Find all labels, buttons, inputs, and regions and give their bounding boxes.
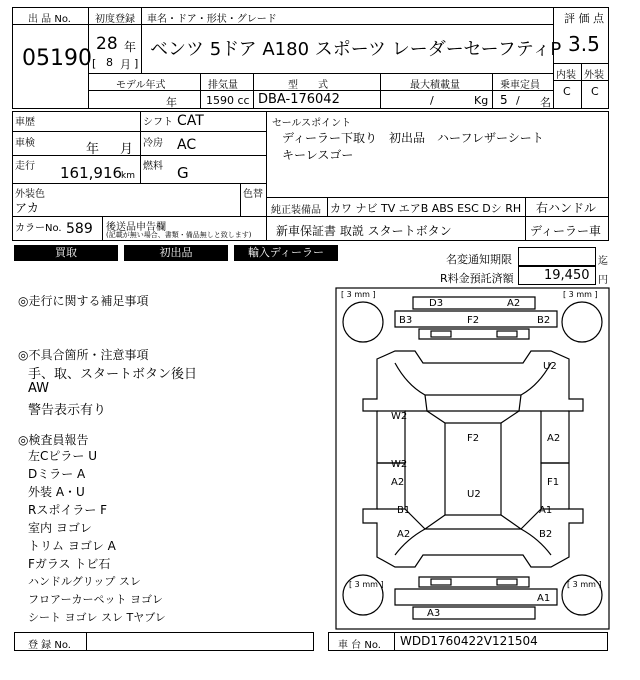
inspector-item: シート ヨゴレ スレ Tヤブレ [28, 611, 166, 624]
equipment-label: 純正装備品 [271, 205, 321, 216]
inspection-month-unit: 月 [120, 142, 134, 157]
fuel-label: 燃料 [143, 161, 163, 172]
chassis-label: 車 台 No. [338, 640, 381, 651]
capacity-value: 5 [500, 93, 508, 107]
registration-label: 登 録 No. [28, 640, 71, 651]
aftermarket-note: (記載が無い場合、書類・備品無しと致します) [106, 231, 252, 239]
sales-points-line1: ディーラー下取り 初出品 ハーフレザーシート [282, 131, 544, 145]
interior-grade: C [563, 85, 571, 98]
mark-left-quarter-a: A1 [539, 505, 553, 516]
capacity-unit: 名 [540, 96, 551, 109]
mark-roof-rear: U2 [467, 489, 481, 500]
color-no-label: カラーNo. [15, 223, 62, 234]
equipment-items: カワ ナビ TV エアB ABS ESC Dシ RH [330, 202, 522, 215]
tire-bl-value: 3 [354, 580, 360, 589]
mark-left-quarter-b: B2 [539, 529, 553, 540]
svg-text:[ 3 mm ]: [ 3 mm ] [567, 580, 602, 589]
inspector-item: 外装 A・U [28, 485, 85, 499]
displacement-value: 1590 cc [206, 94, 250, 107]
inspector-item: Fガラス トビ石 [28, 557, 111, 571]
tag-import-dealer: 輸入ディーラー [234, 245, 338, 261]
lot-label: 出 品 No. [28, 14, 71, 25]
mark-left-front-door: A2 [547, 433, 561, 444]
defect-item: 警告表示有り [28, 403, 107, 418]
first-reg-month-unit: 月 [120, 58, 131, 71]
interior-label: 内装 [556, 70, 576, 81]
car-condition-diagram [335, 287, 610, 630]
fuel-value: G [177, 164, 189, 182]
name-change-label: 名変通知期限 [446, 253, 512, 266]
aftermarket-label: 後送品申告欄 [106, 222, 166, 233]
dealer-badge: ディーラー車 [530, 224, 602, 238]
recycle-label: R料金預託済額 [440, 272, 514, 285]
shift-label: シフト [143, 117, 173, 128]
history-label: 車歴 [15, 117, 35, 128]
ext-color-label: 外装色 [15, 189, 45, 200]
exterior-grade: C [591, 85, 599, 98]
sales-points-line2: キーレスゴー [282, 148, 354, 162]
inspector-item: トリム ヨゴレ A [28, 539, 116, 553]
name-change-unit: 迄 [598, 256, 608, 267]
inspection-year-unit: 年 [86, 142, 100, 157]
steering-side: 右ハンドル [536, 201, 597, 215]
first-reg-year-unit: 年 [124, 40, 137, 54]
mark-right-quarter-a: A2 [397, 529, 411, 540]
color-no-value: 589 [66, 221, 93, 237]
displacement-label: 排気量 [208, 80, 238, 91]
capacity-separator: / [516, 94, 520, 107]
max-load-separator: / [430, 94, 434, 107]
inspector-item: 左Cピラー U [28, 449, 97, 463]
first-reg-month: 8 [106, 56, 113, 69]
mark-rear-bumper-a: A1 [537, 593, 551, 604]
mark-front-bumper-right: A2 [507, 298, 521, 309]
mark-hood-right: B2 [537, 315, 551, 326]
model-year-label: モデル年式 [116, 80, 166, 91]
inspector-item: 室内 ヨゴレ [28, 521, 92, 535]
capacity-label: 乗車定員 [500, 80, 540, 91]
mileage-label: 走行 [15, 161, 35, 172]
vehicle-name: ベンツ 5ドア A180 スポーツ レーダーセーフティP [150, 39, 562, 60]
mark-right-front-door: W2 [391, 411, 408, 422]
model-value: DBA-176042 [258, 92, 340, 107]
first-reg-label: 初度登録 [95, 14, 135, 25]
ac-label: 冷房 [143, 138, 163, 149]
first-reg-year: 28 [96, 34, 118, 54]
chassis-value: WDD1760422V121504 [400, 634, 538, 648]
mark-left-top: U2 [543, 361, 557, 372]
inspector-title: ◎検査員報告 [18, 433, 89, 447]
max-load-unit: Kg [474, 94, 489, 107]
tag-first-listing: 初出品 [124, 245, 228, 261]
shift-value: CAT [177, 113, 204, 129]
mark-right-quarter-b: B1 [397, 505, 411, 516]
name-change-box [518, 247, 596, 266]
defects-title: ◎不具合箇所・注意事項 [18, 348, 149, 362]
mileage-unit: km [121, 171, 135, 181]
tire-tl-value: 3 [346, 290, 352, 299]
mark-right-rear-w: W2 [391, 459, 408, 470]
defect-item: AW [28, 381, 50, 396]
svg-text:[ 3 mm ]: [ 3 mm ] [349, 580, 384, 589]
inspector-item: Dミラー A [28, 467, 86, 481]
mark-front-bumper-left: D3 [429, 298, 444, 309]
inspection-label: 車検 [15, 138, 35, 149]
max-load-label: 最大積載量 [410, 80, 460, 91]
mark-left-rear: F1 [547, 477, 560, 488]
driving-notes-title: ◎走行に関する補足事項 [18, 294, 149, 308]
inspector-item: Rスポイラー F [28, 503, 108, 517]
inspector-item: ハンドルグリップ スレ [28, 575, 141, 588]
inspector-item: フロアーカーペット ヨゴレ [28, 593, 163, 606]
tire-tr-value: 3 [568, 290, 574, 299]
tag-buyback: 買取 [14, 245, 118, 261]
mark-rear-bottom: A3 [427, 608, 441, 619]
recycle-value: 19,450 [544, 268, 590, 283]
recycle-unit: 円 [598, 275, 608, 286]
tire-br-value: 3 [572, 580, 578, 589]
mark-right-rear-a: A2 [391, 477, 405, 488]
warranty-items: 新車保証書 取説 スタートボタン [276, 224, 452, 238]
score-value: 3.5 [568, 32, 600, 56]
model-year-unit: 年 [166, 96, 177, 109]
color-change-label: 色替 [243, 189, 263, 200]
ext-color-value: アカ [15, 201, 39, 215]
vehicle-name-label: 車名・ドア・形状・グレード [147, 14, 277, 25]
mark-hood-left: B3 [399, 315, 413, 326]
exterior-label: 外装 [584, 70, 604, 81]
model-label: 型 式 [288, 80, 328, 91]
lot-number: 05190 [22, 46, 92, 71]
defect-item: 手、取、スタートボタン後日 [28, 367, 198, 382]
mark-hood-center: F2 [467, 315, 480, 326]
svg-text:[ 3 mm ]: [ 3 mm ] [563, 290, 598, 299]
ac-value: AC [177, 137, 197, 153]
sales-points-label: セールスポイント [272, 118, 352, 129]
svg-text:[ 3 mm ]: [ 3 mm ] [341, 290, 376, 299]
score-label: 評 価 点 [564, 12, 604, 25]
mileage-value: 161,916 [60, 164, 123, 182]
mark-roof-center: F2 [467, 433, 480, 444]
